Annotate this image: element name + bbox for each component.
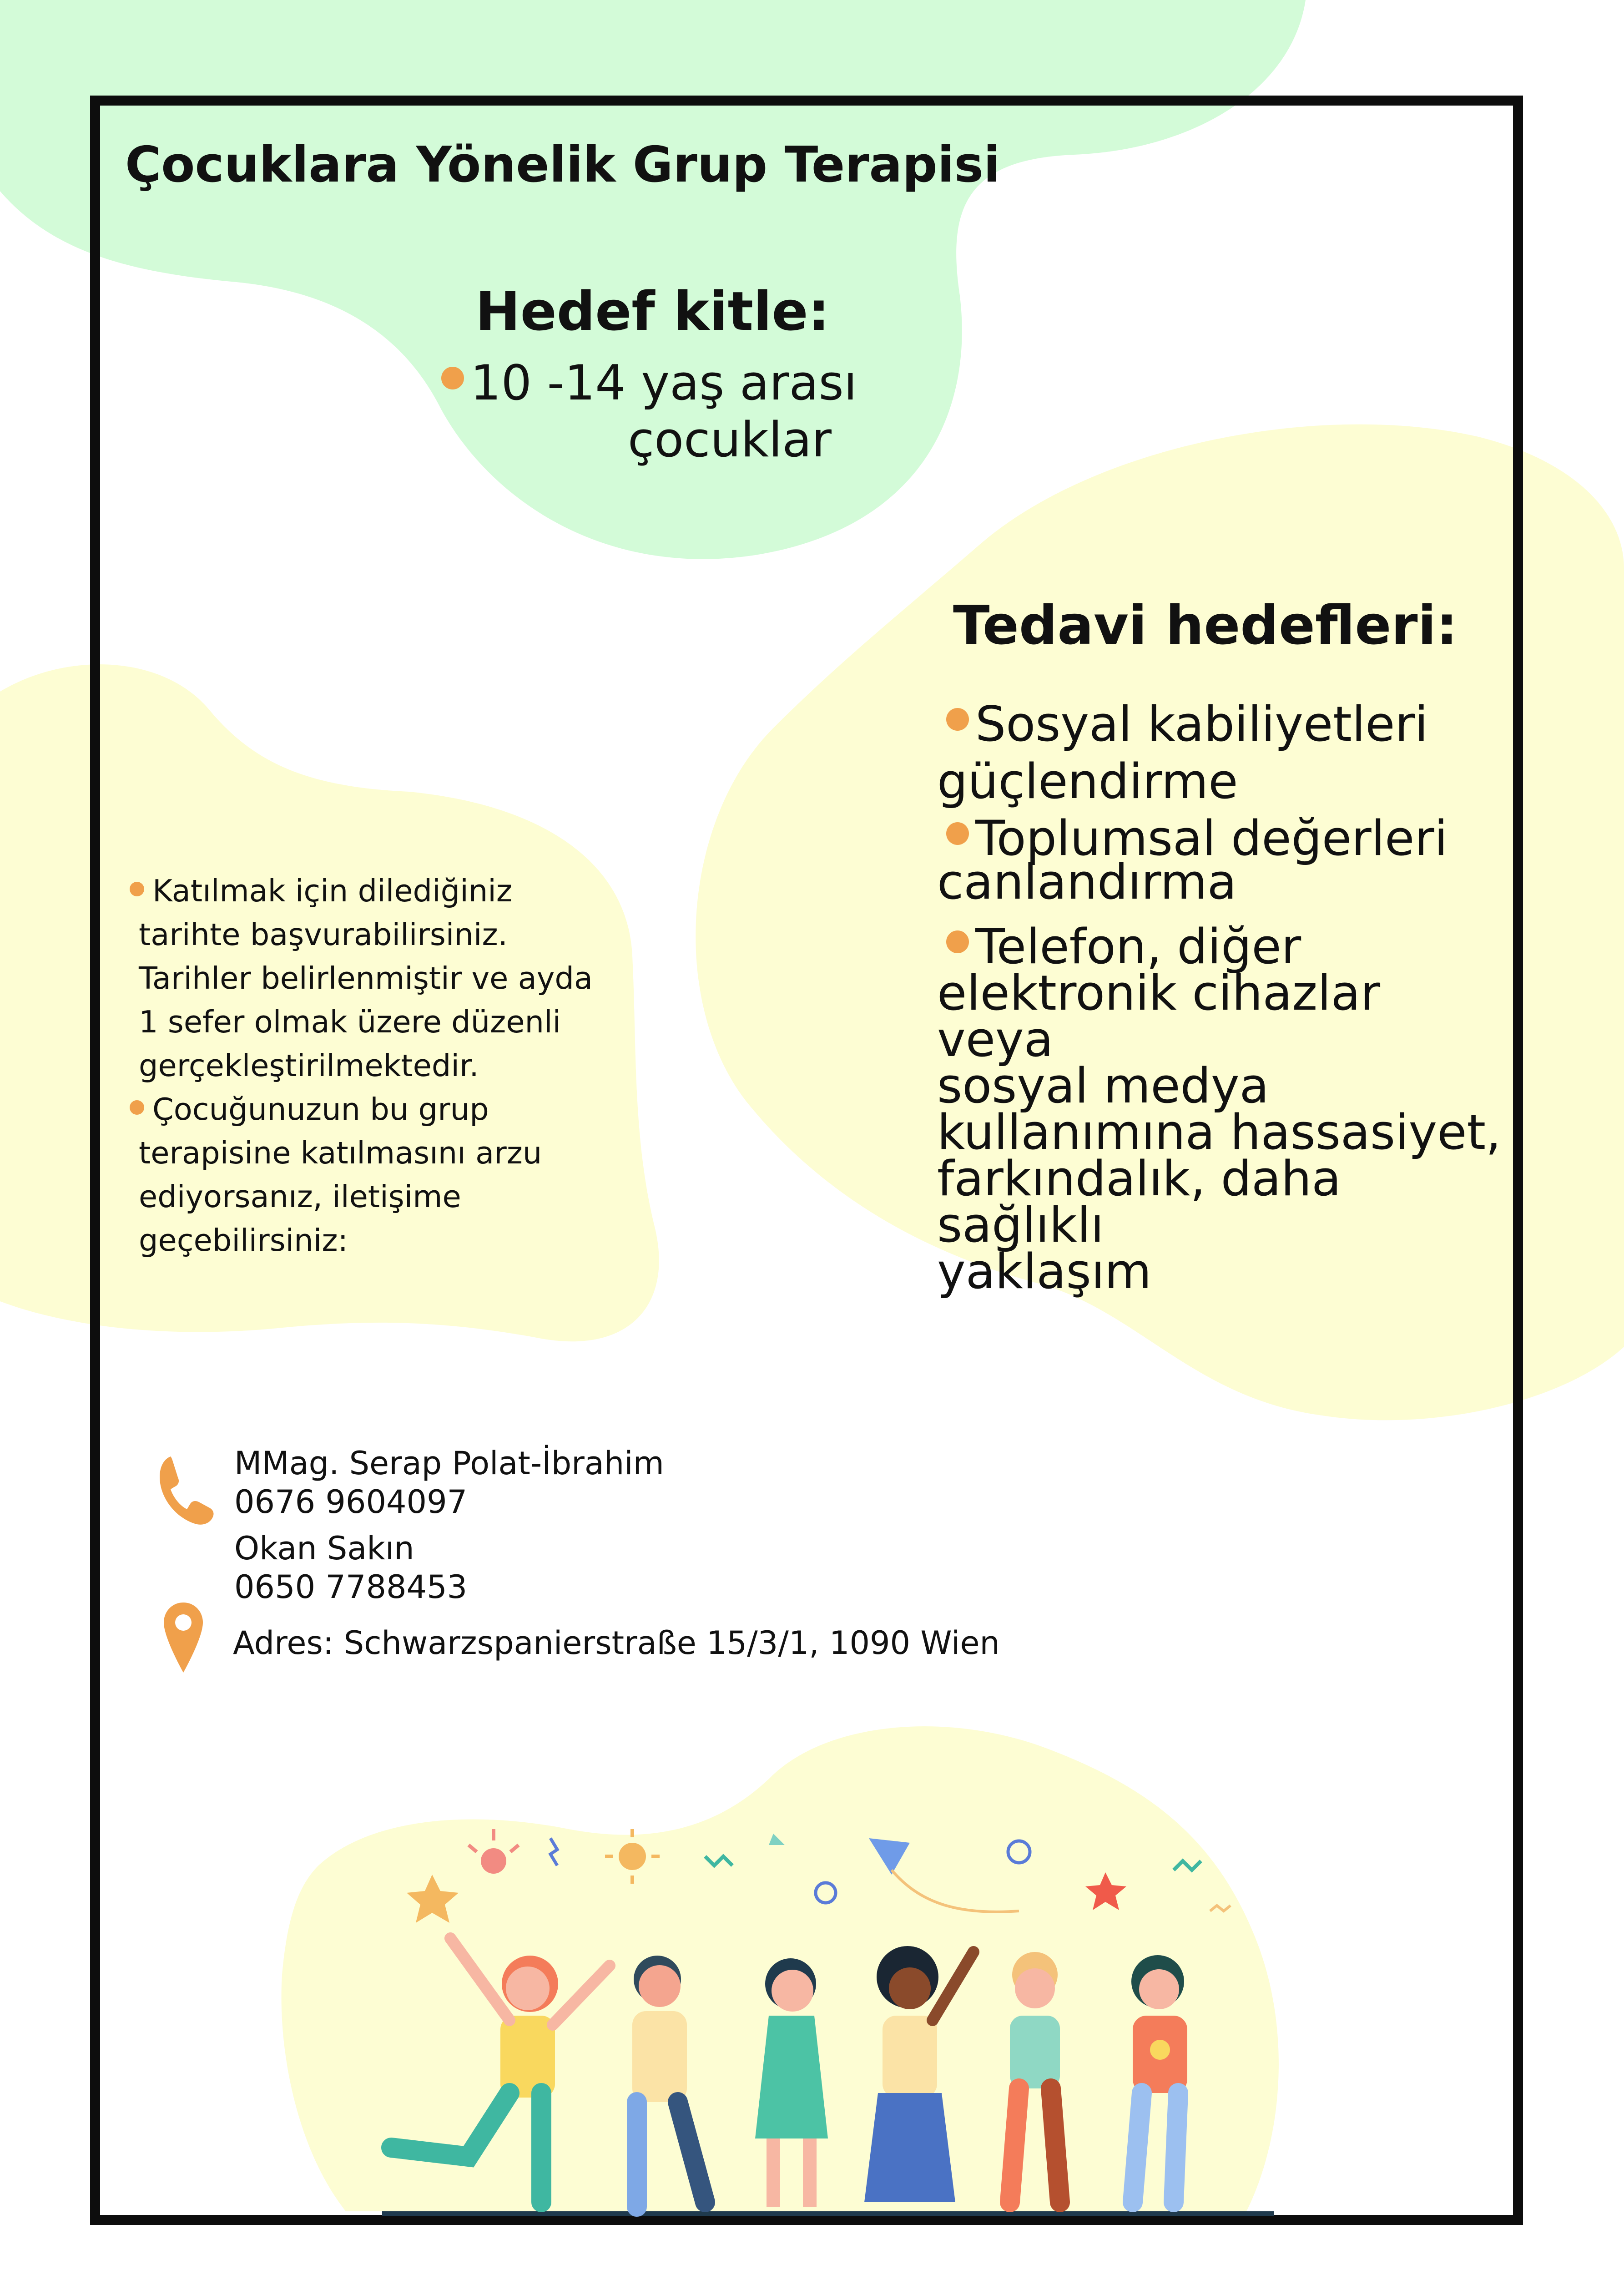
target-line-1: 10 -14 yaş arası [470,355,857,411]
goal-3-line-2: elektronik cihazlar veya [937,965,1381,1067]
info-line-9: geçebilirsiniz: [139,1223,348,1258]
goal-2-line-1: Toplumsal değerleri [975,810,1448,866]
goal-2-line-2: canlandırma [937,854,1237,910]
phone-icon [157,1454,216,1527]
goal-item-1 [937,696,1510,809]
info-line-1: Katılmak için dilediğiniz [152,873,513,909]
contact-phone-1: 0676 9604097 [234,1483,468,1521]
bullet-dot [946,930,969,953]
goal-3-line-4: kullanımına hassasiyet, [937,1104,1501,1160]
bullet-dot [946,708,969,731]
info-line-3: Tarihler belirlenmiştir ve ayda [139,961,593,996]
child-figure [864,1946,973,2202]
info-line-4: 1 sefer olmak üzere düzenli [139,1004,561,1040]
info-line-2: tarihte başvurabilirsiniz. [139,917,508,952]
goal-3-line-6: yaklaşım [937,1244,1152,1299]
info-line-5: gerçekleştirilmektedir. [139,1048,479,1083]
contact-name-2: Okan Sakın [234,1530,414,1567]
child-figure [1131,1955,1187,2202]
info-line-6: Çocuğunuzun bu grup [152,1092,489,1127]
goals-heading: Tedavi hedefleri: [953,594,1458,657]
child-figure [391,1938,610,2202]
bullet-dot [946,822,969,845]
child-figure [755,1958,828,2207]
child-figure [632,1956,705,2207]
bullet-dot [441,367,464,389]
contact-phone-2: 0650 7788453 [234,1568,468,1606]
goal-1-line-2: güçlendirme [937,753,1238,809]
page-title: Çocuklara Yönelik Grup Terapisi [125,136,1000,193]
confetti-decoration [407,1829,1231,1923]
info-line-7: terapisine katılmasını arzu [139,1135,542,1171]
goal-3-line-5: farkındalık, daha sağlıklı [937,1151,1342,1253]
goal-3-line-1: Telefon, diğer [975,919,1301,975]
target-item [441,355,857,411]
bullet-dot [130,882,144,896]
target-line-2: çocuklar [628,412,832,468]
contact-address: Adres: Schwarzspanierstraße 15/3/1, 1090 Wien [233,1624,1000,1662]
info-block [130,869,593,1262]
goal-item-3 [937,919,1510,1299]
contact-name-1: MMag. Serap Polat-İbrahim [234,1445,664,1482]
goal-1-line-1: Sosyal kabiliyetleri [975,696,1428,752]
children-illustration [373,1802,1292,2220]
target-heading: Hedef kitle: [475,280,830,343]
goal-item-2 [937,810,1510,910]
location-pin-icon [163,1602,204,1674]
goal-3-line-3: sosyal medya [937,1058,1269,1114]
bullet-dot [130,1100,144,1115]
info-line-8: ediyorsanız, iletişime [139,1179,461,1214]
child-figure [1010,1952,1060,2202]
